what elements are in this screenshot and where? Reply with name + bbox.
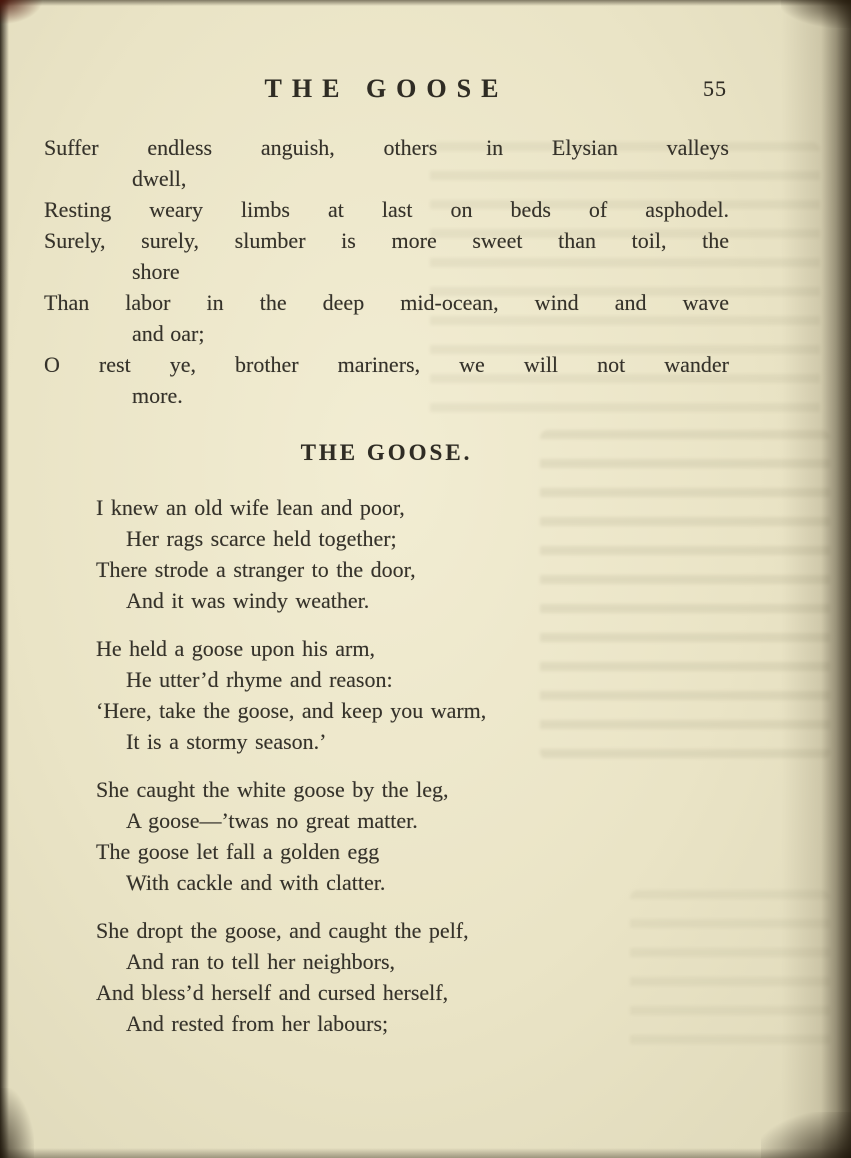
poem-line: And ran to tell her neighbors,: [126, 949, 396, 974]
poem-line: I knew an old wife lean and poor,: [96, 495, 405, 520]
poem-line: dwell,: [132, 166, 187, 191]
poem-body: [96, 492, 729, 1039]
running-title: THE GOOSE: [264, 74, 509, 103]
poem-line: And rested from her labours;: [126, 1011, 389, 1036]
poem-line: She dropt the goose, and caught the pelf,: [96, 918, 469, 943]
stanza: [96, 774, 729, 898]
poem-line: shore: [132, 259, 180, 284]
poem-line: It is a stormy season.’: [126, 729, 327, 754]
poem-line: A goose—’twas no great matter.: [126, 808, 418, 833]
stanza: [96, 633, 729, 757]
poem-line: With cackle and with clatter.: [126, 870, 386, 895]
poem-line: The goose let fall a golden egg: [96, 839, 380, 864]
previous-poem-ending: [44, 132, 729, 411]
poem-line: She caught the white goose by the leg,: [96, 777, 449, 802]
stanza: [96, 915, 729, 1039]
poem-title: THE GOOSE.: [300, 440, 473, 465]
poem-line: and oar;: [132, 321, 205, 346]
poem-line: O rest ye, brother mariners, we will not wander: [44, 352, 729, 377]
poem-line: Than labor in the deep mid-ocean, wind and wave: [44, 290, 729, 315]
poem-line: Resting weary limbs at last on beds of asphodel.: [44, 197, 729, 222]
poem-line: He held a goose upon his arm,: [96, 636, 375, 661]
poem-line: Her rags scarce held together;: [126, 526, 397, 551]
page-number: 55: [703, 76, 727, 101]
poem-line: more.: [132, 383, 183, 408]
stanza: [96, 492, 729, 616]
poem-line: Suffer endless anguish, others in Elysian valleys: [44, 135, 729, 160]
poem-line: And it was windy weather.: [126, 588, 370, 613]
running-head: [44, 74, 729, 106]
poem-line: Surely, surely, slumber is more sweet than toil, the: [44, 228, 729, 253]
poem-line: He utter’d rhyme and reason:: [126, 667, 393, 692]
poem-line: ‘Here, take the goose, and keep you warm,: [96, 698, 487, 723]
poem-line: And bless’d herself and cursed herself,: [96, 980, 449, 1005]
poem-line: There strode a stranger to the door,: [96, 557, 416, 582]
